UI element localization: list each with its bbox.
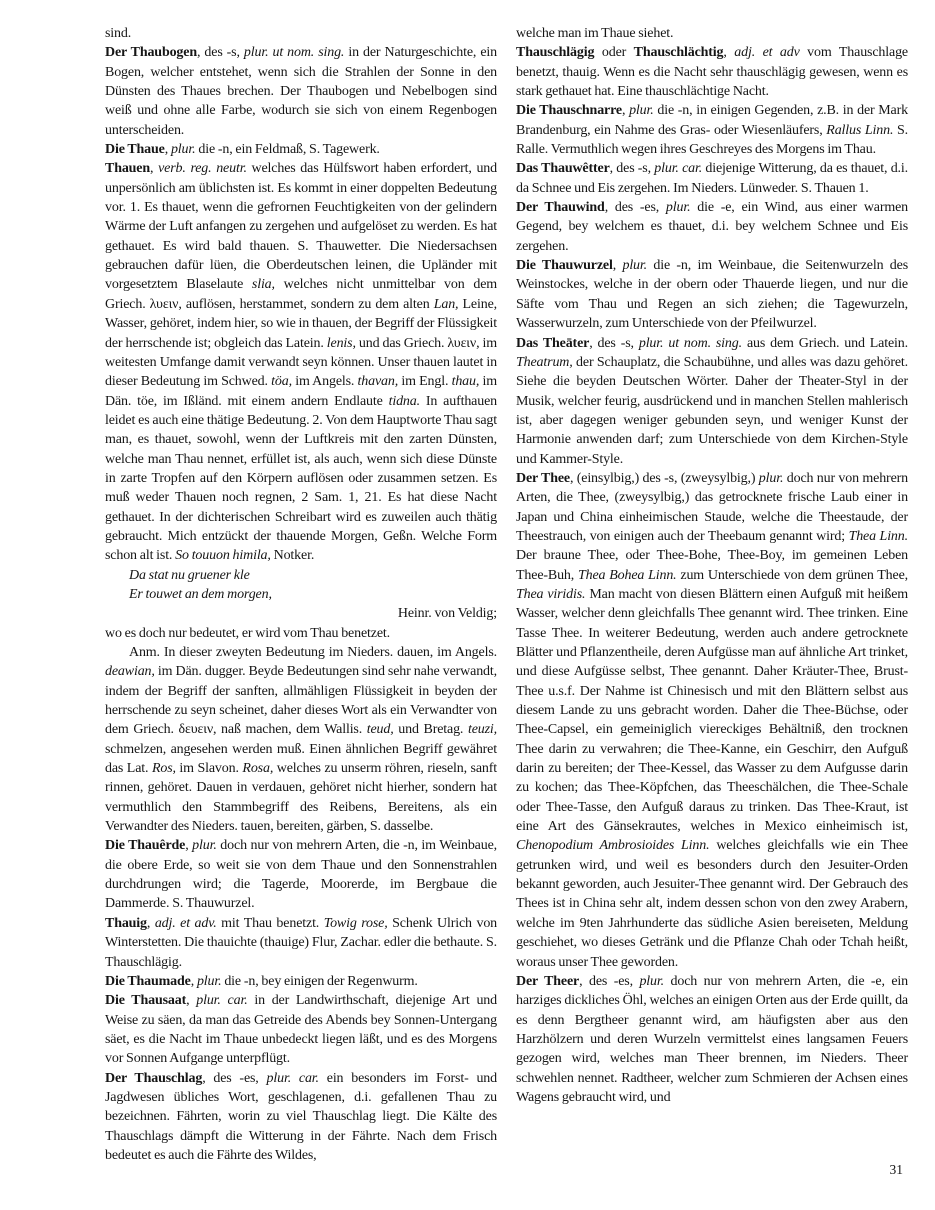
text-run: vom Thauschlage benetzt, thauig. Wenn es die Nacht sehr thauschlägig gewesen, wenn es stark gethauet hat. Eine thauschlächtige Nacht. (516, 45, 908, 100)
text-run: Rallus Linn. (826, 122, 894, 138)
entry-thausaat (105, 991, 497, 1068)
text-run: die -n, bey einigen der Regenwurm. (221, 973, 418, 989)
text-run: plur. ut nom. sing. (638, 335, 742, 351)
text-run: Der Thauwind (516, 200, 605, 216)
entry-thauwetter (516, 159, 908, 198)
text-run: Der braune Thee, oder Thee-Bohe, Thee-Boy, im gemeinen Leben Thee-Buh, (516, 548, 908, 583)
text-run: und das Griech. λυειν, im weitesten Umfange damit verwandt seyn können. Unser thauen lautet in dieser Bedeutung im Schwed. (105, 335, 498, 390)
entry-thee (516, 469, 908, 972)
text-run: und Bretag. (393, 722, 468, 738)
text-run: , des -s, (609, 161, 655, 177)
text-run: Thauschlägig (516, 45, 595, 61)
text-run: adj. et adv (734, 45, 800, 61)
text-run: mit Thau benetzt. (216, 915, 324, 931)
text-run: plur. (758, 470, 784, 486)
text-run: in der Landwirthschaft, diejenige Art und Weise zu säen, da man das Getreide des Abends bey Sonnen-Untergang säet, es die Nacht im Thaue unbedeckt liegen läßt, und es des Morgens vor Sonnen Aufgange unterpflügt. (105, 993, 497, 1067)
text-run: Die Thauêrde (105, 838, 186, 854)
text-run: Theatrum, (516, 354, 573, 370)
text-run: Towig rose, (323, 915, 388, 931)
left-column (105, 24, 497, 1165)
entry-thaue (105, 140, 497, 159)
text-run: , (einsylbig,) des -s, (zweysylbig,) (569, 470, 759, 486)
text-run: , des -es, (604, 200, 666, 216)
dictionary-page-columns (105, 24, 908, 1165)
text-run: , des -es, (579, 973, 640, 989)
text-run: plur. ut nom. sing. (243, 45, 345, 61)
page-number: 31 (889, 1162, 903, 1177)
entry-thauig (105, 914, 497, 972)
text-run: slia, (251, 277, 275, 293)
text-run: Chenopodium Ambrosioides Linn. (516, 838, 710, 854)
text-run: teuzi, (467, 722, 497, 738)
entry-theer (516, 972, 908, 1107)
text-run: Der Thee (516, 470, 570, 486)
text-run: S. Ralle. Vermuthlich wegen ihres Geschreyes des Morgens im Thau. (516, 122, 909, 158)
entry-thauschlag (105, 1069, 497, 1166)
text-run: , (164, 142, 171, 158)
text-run: verb. reg. neutr. (158, 161, 247, 177)
text-run: Thea Linn. (848, 528, 908, 544)
text-run: teud, (366, 722, 394, 738)
text-run: , des -s, (589, 335, 639, 351)
text-run: Thauen (105, 161, 151, 177)
text-run: Schenk Ulrich von Winterstetten. Die thauichte (thauige) Flur, Zachar. edler die bethaute. S. Thauschlägig. (105, 915, 498, 970)
text-run: , (146, 915, 155, 931)
text-run: plur. (665, 200, 691, 216)
text-run: Der Theer (516, 973, 580, 989)
text-run: lenis, (326, 335, 356, 351)
text-run: plur. car. (266, 1070, 319, 1086)
text-run: Die Thaue (105, 142, 165, 158)
text-run: aus dem Griech. und Latein. (741, 335, 908, 351)
text-run: plur. (629, 103, 654, 119)
text-run: Das Thauwêtter (516, 161, 610, 177)
text-run: Thauschlächtig (633, 45, 724, 61)
text-run: im Dän. töe, im Ißländ. mit einem andern Endlaute (105, 374, 497, 409)
text-run: Notker. (270, 548, 315, 564)
text-run: sind. (105, 26, 132, 41)
text-run: töa, (271, 374, 292, 390)
text-run: Der Thauschlag (105, 1070, 203, 1086)
text-run: die -e, ein Wind, aus einer warmen Gegend, bey welchem es thauet, d.i. bey welchem Schnee und Eis zergehen. (516, 200, 909, 254)
text-run: Die Thaumade (105, 973, 191, 989)
text-run: , des -es, (202, 1070, 267, 1086)
text-run: Leine, Wasser, gehöret, indem hier, so wie in thauen, der Begriff der Flüssigkeit der herrschende ist; obgleich das Latein. (105, 296, 497, 351)
text-run: welche man im Thaue siehet. (516, 26, 674, 41)
text-run: , des -s, (197, 45, 244, 61)
text-run: , (186, 993, 197, 1009)
text-run: deawian, (105, 664, 155, 680)
text-run: der Schauplatz, die Schaubühne, und alles was dazu gehöret. Siehe die beyden Deutschen Wörter. Daher der Theater-Styl in der Musik, welcher feurig, ausdrückend und in manchen Stellen mahlerisch ist, aber dagegen weniger gebunden seyn, und weniger Kunst der Harmonie anwenden darf; zum Unterschiede von dem Kirchen-Style und Kammer-Style. (516, 354, 908, 467)
text-run: adj. et adv. (154, 915, 217, 931)
text-run: im Slavon. (175, 761, 243, 777)
text-run: die -n, ein Feldmaß, S. Tagewerk. (195, 142, 380, 158)
text-run: im Angels. (291, 374, 358, 390)
text-run: in der Naturgeschichte, ein Bogen, welcher entstehet, wenn sich die Strahlen der Sonne in den Dünsten des Thaues brechen. Der Thaubogen und Nebelbogen sind weiß und ohne alle Farbe, wodurch sie sich von einem Regenbogen unterscheiden. (105, 45, 497, 138)
text-run: thavan, (357, 374, 399, 390)
entry-thauerde (105, 836, 497, 913)
text-run: im Dän. dugger. Beyde Bedeutungen sind sehr nahe verwandt, indem der Begriff der sanften, allmähligen Flüssigkeit in beyden der herrschende zu seyn scheinet, daher dieses Wort als ein Verwandter von dem Griech. δευειν, naß machen, dem Wallis. (105, 664, 497, 738)
text-run: ein besonders im Forst- und Jagdwesen übliches Wort, geschlagenen, d.i. gefallenen Thau zu bezeichnen. Fährten, worin zu viel Thauschlag liegt. Die Kälte des Thauschlags dämpft die Witterung in der Fährte. Nach dem Frisch bedeutet es auch die Fährte des Wildes, (105, 1070, 497, 1163)
entry-thaumade (105, 972, 497, 991)
text-run: doch nur von mehrern Arten, die -n, im Weinbaue, die obere Erde, so weit sie von dem Thaue und den Sonnenstrahlen durchdrungen wird; die Tagerde, Moorerde, im Bergbaue die Dammerde. S. Thauwurzel. (105, 838, 498, 912)
text-run: schmelzen, angesehen werden muß. Einen ähnlichen Begriff gewähret das Lat. (105, 741, 497, 777)
text-run: diejenige Witterung, da es thauet, d.i. da Schnee und Eis zergehen. Im Nieders. Lünweder. S. Thauen 1. (516, 161, 908, 196)
text-run: , (185, 838, 193, 854)
text-run: welches zu unserm röhren, rieseln, sanft rinnen, gehöret. Dauen in verdauen, gehöret nicht hierher, sondern hat vermuthlich den Stammbegriff des Reibens, Bereitens, als ein Verwandter des Nieders. tauen, bereiten, gärben, S. dasselbe. (105, 761, 498, 835)
text-run: Das Theāter (516, 335, 590, 351)
text-run: die -n, im Weinbaue, die Seitenwurzeln des Weinstockes, welche in der obern oder Thauerde liegen, und nur die Säfte vom Thau und Regen an sich ziehen; die Tagewurzeln, Wasserwurzeln, zum Unterschiede von der Pfeilwurzel. (516, 258, 909, 332)
text-run: zum Unterschiede von dem grünen Thee, (676, 567, 908, 583)
text-run: Man macht von diesen Blättern einen Aufguß mit heißem Wasser, welcher denn gleichfalls Thee genannt wird. Thee trinken. Eine Tasse Thee. In weiterer Bedeutung, werden auch andere getrocknete Blätter und Pflanzentheile, deren Aufgüsse man auf ähnliche Art trinket, und diese Aufgüsse selbst, Thee genannt. Daher Kräuter-Thee, Brust-Thee u.s.f. Der Nahme ist Chinesisch und mit den Blättern selbst aus diesem Lande zu uns gebracht worden. Daher die Thee-Büchse, oder Thee-Capsel, ein gemeiniglich viereckiges Behältniß, den trocknen Thee darin zu verwahren; die Thee-Kanne, ein Geschirr, den Aufguß darin zu bereiten; der Thee-Kessel, das Wasser zu dem Aufgusse darin zu kochen; das Thee-Köpfchen, das Theeschälchen, die Thee-Schale oder Thee-Tasse, den Aufguß daraus zu trinken. Das Thee-Kraut, ist eine Art des Gänsekrautes, welches in Mexico einheimisch ist, (516, 586, 908, 835)
text-run: plur. car. (196, 993, 248, 1009)
text-run: In aufthauen leidet es auch eine thätige Bedeutung. 2. Von dem Hauptworte Thau sagt man, es thauet, sowohl, wenn der Luftkreis mit den zarten Dünsten, welche man Thau nennet, erfüllet ist, als auch, wenn sich diese Dünste in zarte Tropfen auf den Körpern auflösen oder zusammen setzen. Es muß weder Thauen noch regnen, 2 Sam. 1, 21. Es hat diese Nacht gethauet. In der dichterischen Schreibart wird es zuweilen auch thätig gebraucht. Mich entzückt der thauende Morgen, Geßn. Welche Form schon alt ist. (105, 393, 497, 564)
text-run: tidna. (388, 393, 420, 409)
text-run: Anm. In dieser zweyten Bedeutung im Nieders. dauen, im Angels. (129, 645, 497, 660)
text-run: oder (594, 45, 634, 61)
text-run: Da stat nu gruener kle (129, 567, 250, 583)
continuation-text (516, 24, 908, 43)
text-run: , (150, 161, 159, 177)
text-run: Die Thauwurzel (516, 258, 613, 274)
text-run: Thauig (105, 915, 147, 931)
entry-thauschlaegig (516, 43, 908, 101)
text-run: Thea Bohea Linn. (577, 567, 677, 583)
text-run: plur. (170, 142, 196, 158)
text-run: plur. (639, 973, 664, 989)
text-run: Der Thaubogen (105, 45, 197, 61)
entry-thauwurzel (516, 256, 908, 333)
text-run: doch nur von mehrern Arten, die -e, ein harziges dickliches Öhl, welches an einigen Orten aus der Erde quillt, da es denn Bergtheer genannt wird, am häufigsten aber aus den Harzhölzern und deren Wurzeln vermittelst eines langsamen Feuers gezogen wird, welches man Theer brennen, im Nieders. Theer schwehlen nennet. Radtheer, welcher zum Schmieren der Achsen eines Wagens gebraucht wird, und (516, 973, 908, 1105)
text-run: Er touwet an dem morgen, (129, 586, 272, 602)
text-run: plur. (196, 973, 222, 989)
text-run: Ros, (151, 761, 176, 777)
verse-line (129, 585, 497, 604)
text-run: , (621, 103, 630, 119)
text-run: plur. (622, 258, 648, 274)
entry-thauwind (516, 198, 908, 256)
text-run: , (190, 973, 197, 989)
entry-thauen (105, 159, 497, 565)
attribution (105, 604, 497, 623)
text-run: welches das Hülfswort haben erfordert, und unpersönlich am üblichsten ist. Es kommt in einer doppelten Bedeutung vor. 1. Es thauet, wenn die gefrornen Feuchtigkeiten von der gelindern Wärme der Luft anfangen zu zergehen und aufgelöset zu werden. Es hat gethauet. Es wird bald thauen. S. Thauwetter. Die Niedersachsen gebrauchen dafür lüen, die Oberdeutschen leinen, die Upländer mit vorgesetztem Blaselaute (105, 161, 498, 293)
text-run: Thea viridis. (516, 586, 586, 602)
text-run: thau, (451, 374, 480, 390)
right-column (516, 24, 908, 1165)
continuation-text (105, 624, 497, 643)
text-run: So touuon himila, (175, 548, 271, 564)
text-run: welches nicht unmittelbar von dem Griech. λυειν, auflösen, herstammet, sondern zu dem alten (105, 277, 498, 312)
entry-thaubogen (105, 43, 497, 140)
text-run: plur. (192, 838, 217, 854)
text-run: , (723, 45, 735, 61)
text-run: Heinr. von Veldig; (397, 606, 497, 622)
text-run: plur. car. (654, 161, 703, 177)
text-run: Die Thauschnarre (516, 103, 622, 119)
text-run: Rosa, (242, 761, 274, 777)
verse-line (129, 566, 497, 585)
continuation-text (105, 24, 497, 43)
text-run: , (612, 258, 623, 274)
text-run: doch nur von mehrern Arten, die Thee, (zweysylbig,) das getrocknete frische Laub einer in Japan und China einheimischen Staude, welche die Theestaude, der Theestrauch, von einigen auch der Theebaum genannt wird; (516, 470, 908, 544)
text-run: Lan, (433, 296, 459, 312)
text-run: im Engl. (398, 374, 452, 390)
text-run: wo es doch nur bedeutet, er wird vom Thau benetzet. (105, 625, 390, 641)
entry-theater (516, 334, 908, 469)
entry-thauschnarre (516, 101, 908, 159)
text-run: die -n, in einigen Gegenden, z.B. in der Mark Brandenburg, ein Nahme des Gras- oder Wiesenläufers, (516, 103, 908, 138)
text-run: welches gleichfalls wie ein Thee getrunken wird, und weil es besonders durch den Jesuiter-Orden bekannt geworden, auch Jesuiter-Thee genannt wird. Der Gebrauch des Thees ist in China sehr alt, indem dessen schon von den zwey Arabern, welche im 9ten Jahrhunderte das südliche Asien bereiseten, Meldung geschiehet, wo dieses Getränk und die Pflanze Chah oder Tchah heißt, woraus unser Thee geworden. (516, 838, 908, 970)
anmerkung (105, 643, 497, 836)
text-run: Die Thausaat (105, 993, 187, 1009)
